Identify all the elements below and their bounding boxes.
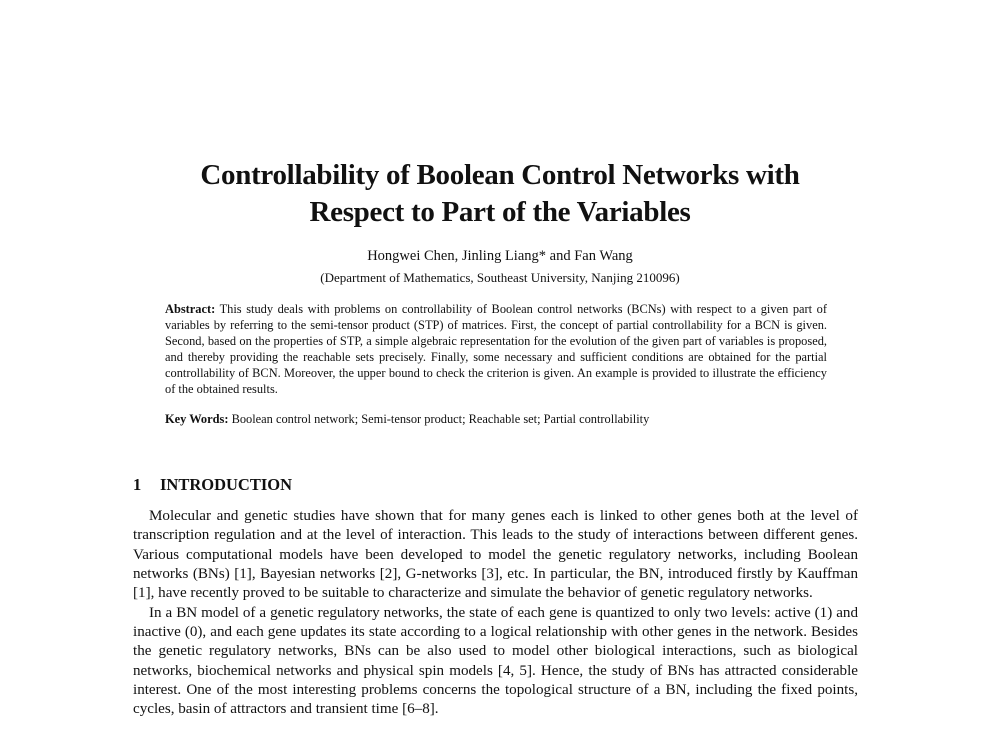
abstract-label: Abstract: xyxy=(165,302,216,316)
section-title: INTRODUCTION xyxy=(160,475,293,494)
section-body xyxy=(133,507,858,720)
keywords-text: Boolean control network; Semi-tensor product; Reachable set; Partial controllability xyxy=(231,412,650,426)
title-line-1: Controllability of Boolean Control Networks with xyxy=(200,159,800,191)
abstract xyxy=(165,301,827,398)
paragraph: In a BN model of a genetic regulatory networks, the state of each gene is quantized to only two levels: active (1) and inactive (0), and each gene updates its state according to a logical relationship with other genes in the network. Besides the genetic regulatory networks, BNs can be also used to model other biological interactions, such as biological networks, biochemical networks and physical spin models [4, 5]. Hence, the study of BNs has attracted considerable interest. One of the most interesting problems concerns the topological structure of a BN, including the fixed points, cycles, basin of attractors and transient time [6–8]. xyxy=(133,604,858,718)
abstract-text: This study deals with problems on controllability of Boolean control networks (BCNs) with respect to a given part of variables by referring to the semi-tensor product (STP) of matrices. First, the concept of partial controllability for a BCN is given. Second, based on the properties of STP, a simple algebraic representation for the evolution of the given part of variables is proposed, and thereby providing the reachable sets precisely. Finally, some necessary and sufficient conditions are obtained for the partial controllability of BCN. Moreover, the upper bound to check the criterion is given. An example is provided to illustrate the efficiency of the obtained results. xyxy=(165,302,827,397)
keywords xyxy=(165,411,827,427)
keywords-label: Key Words: xyxy=(165,412,229,426)
section-heading xyxy=(133,475,292,495)
affiliation: (Department of Mathematics, Southeast University, Nanjing 210096) xyxy=(320,270,680,285)
title-line-2: Respect to Part of the Variables xyxy=(309,196,691,228)
authors: Hongwei Chen, Jinling Liang* and Fan Wang xyxy=(367,248,633,264)
paper-title xyxy=(100,157,900,231)
paragraph: Molecular and genetic studies have shown that for many genes each is linked to other genes both at the level of transcription regulation and at the level of interaction. This leads to the study of interactions between different genes. Various computational models have been developed to model the genetic regulatory networks, including Boolean networks (BNs) [1], Bayesian networks [2], G-networks [3], etc. In particular, the BN, introduced firstly by Kauffman [1], have recently proved to be suitable to characterize and simulate the behavior of genetic regulatory networks. xyxy=(133,508,858,602)
section-number: 1 xyxy=(133,475,142,494)
